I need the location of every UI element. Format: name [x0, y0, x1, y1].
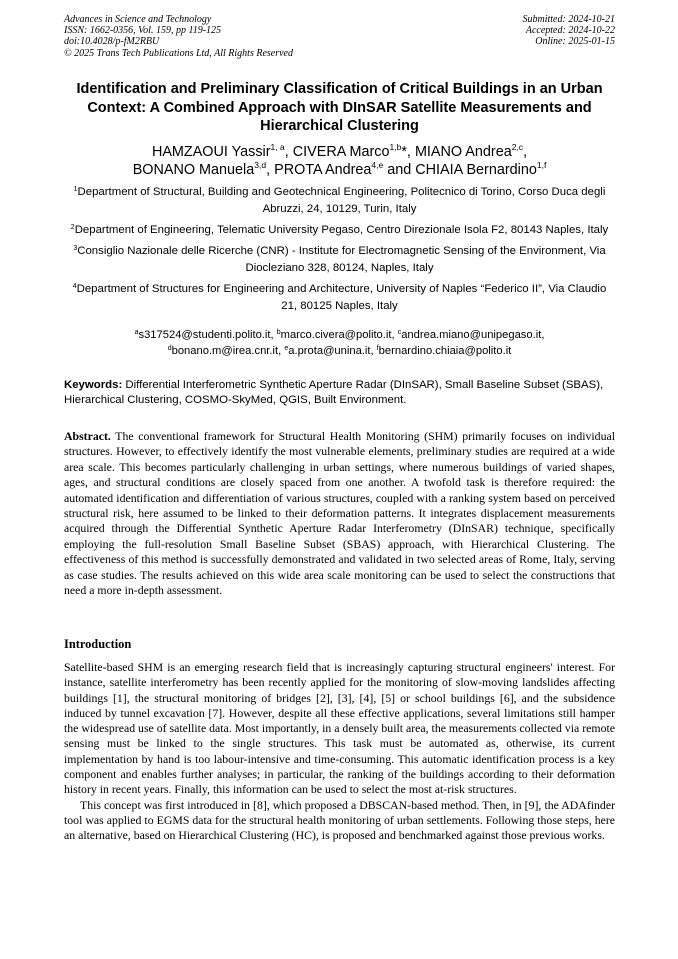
keywords-label: Keywords: [64, 379, 123, 391]
paragraph: This concept was first introduced in [8], which proposed a DBSCAN-based method. Then, in [9], the ADAfinder tool was applied to EGMS data for the structural health monitoring of urban settlements. Following those steps, here an alternative, based on Hierarchical Clustering (HC), is proposed and benchmarked against those previous works. [64, 797, 615, 843]
affiliation-list [64, 184, 615, 319]
email-separator: , [541, 329, 545, 341]
author-name: MIANO Andrea [414, 144, 512, 160]
author [274, 162, 415, 178]
journal-name: Advances in Science and Technology [64, 14, 212, 25]
author [293, 144, 415, 160]
affiliation [64, 184, 615, 218]
email-mark: b [276, 329, 281, 336]
author-name: HAMZAOUI Yassir [151, 144, 271, 160]
author [415, 144, 527, 160]
author [152, 144, 293, 160]
email-list [64, 327, 615, 359]
author-affil-mark: 1, a [270, 142, 285, 152]
author-name: BONANO Manuela [132, 162, 255, 178]
email-address[interactable]: a.prota@unina.it [288, 345, 371, 357]
author-list [64, 143, 615, 179]
email-address[interactable]: marco.civera@polito.it [280, 329, 392, 341]
email-mark: a [134, 329, 139, 336]
author-affil-mark: 1,b [389, 142, 402, 152]
affiliation [64, 281, 615, 315]
affiliation-number: 2 [70, 224, 75, 231]
email-address[interactable]: bernardino.chiaia@polito.it [378, 345, 512, 357]
author-affil-mark: 4,e [371, 160, 384, 170]
affiliation [64, 222, 615, 239]
author [133, 162, 274, 178]
author-affil-mark: 2,c [511, 142, 524, 152]
author [415, 162, 546, 178]
affiliation-number: 1 [73, 186, 78, 193]
email-address[interactable]: s317524@studenti.polito.it [138, 329, 271, 341]
abstract-section [64, 429, 615, 598]
email-mark: c [397, 329, 402, 336]
dates-header [523, 14, 616, 48]
affiliation-number: 4 [72, 283, 77, 290]
author-separator: , [523, 144, 528, 160]
affiliation [64, 243, 615, 277]
abstract-text: The conventional framework for Structural Health Monitoring (SHM) primarily focuses on individual structures. However, to effectively identify the most vulnerable elements, preliminary studies are required at a wide area scale. This becomes particularly challenging in urban settings, where numerous buildings of varied shapes, ages, and structural conditions are closely spaced from one another. A twofold task is therefore required: the automated identification and differentiation of various structures, coupled with a ranking system based on perceived structural risk, here assumed to be linked to their deformation patterns. It integrates displacement measurements acquired through the Differential Synthetic Aperture Radar Interferometry (DInSAR) technique, specifically employing the full-resolution Small Baseline Subset (SBAS) approach, with Hierarchical Clustering. The effectiveness of this method is successfully demonstrated and validated in two selected areas of Rome, Italy, serving as case studies. The results achieved on this wide area scale monitoring can be used to select the constructions that need a more in-depth assessment. [64, 429, 615, 598]
keywords-text: Differential Interferometric Synthetic Aperture Radar (DInSAR), Small Baseline Subset (SBAS), Hierarchical Clustering, COSMO-SkyMed, QGIS, Built Environment. [64, 379, 604, 406]
affiliation-number: 3 [73, 245, 78, 252]
submitted-date: Submitted: 2024-10-21 [522, 14, 615, 25]
author-affil-mark: 1,f [536, 160, 547, 170]
email-separator: , [370, 345, 377, 357]
issn-line: ISSN: 1662-0356, Vol. 159, pp 119-125 [64, 25, 222, 37]
email-mark: f [376, 345, 379, 352]
affiliation-text: Department of Structural, Building and Geotechnical Engineering, Politecnico di Torino, Corso Duca degli Abruzzi, 24, 10129, Turin, Italy [77, 186, 606, 215]
author-separator: *, [401, 144, 415, 160]
author-separator: , [284, 144, 293, 160]
author-separator: , [266, 162, 275, 178]
journal-header [64, 14, 293, 59]
copyright-line: © 2025 Trans Tech Publications Ltd, All Rights Reserved [64, 47, 293, 59]
author-name: CIVERA Marco [292, 144, 390, 160]
email-separator: , [278, 345, 285, 357]
author-name: CHIAIA Bernardino [415, 162, 537, 178]
email-mark: e [284, 345, 289, 352]
author-name: PROTA Andrea [274, 162, 372, 178]
introduction-heading: Introduction [64, 637, 132, 651]
accepted-date: Accepted: 2024-10-22 [525, 25, 615, 37]
keywords-section [64, 378, 615, 408]
paper-title: Identification and Preliminary Classification of Critical Buildings in an Urban Context: A Combined Approach with DInSAR Satellite Measurements and Hierarchical Clustering [76, 81, 603, 135]
email-address[interactable]: andrea.miano@unipegaso.it [401, 329, 542, 341]
paragraph: Satellite-based SHM is an emerging research field that is increasingly capturing structural engineers' interest. For instance, satellite interferometry has been recently applied for the monitoring of slow-moving landslides affecting buildings [1], the structural monitoring of bridges [2], [3], [4], [5] or school buildings [6], and the subsidence induced by tunnel excavation [7]. However, despite all these effective applications, several limitations still hamper the widespread use of satellite data. Most importantly, in a densely built area, the measurements collected via remote sensing must be linked to the single structures. This task must be automated as, otherwise, its current implementation by hand is too labour-intensive and time-consuming. This automatic identification process is a key component and enables further analyses; in particular, the ranking of the buildings according to their deformation history in recent years. Finally, this information can be used to select the most at-risk structures. [64, 660, 615, 797]
abstract-label: Abstract. [64, 429, 111, 443]
email-separator: , [391, 329, 398, 341]
affiliation-text: Department of Structures for Engineering and Architecture, University of Naples “Federico II”, Via Claudio 21, 80125 Naples, Italy [76, 283, 607, 312]
email-address[interactable]: bonano.m@irea.cnr.it [171, 345, 279, 357]
email-separator: , [270, 329, 277, 341]
author-separator: and [383, 162, 416, 178]
affiliation-text: Department of Engineering, Telematic University Pegaso, Centro Direzionale Isola F2, 80143 Naples, Italy [74, 224, 609, 236]
author-affil-mark: 3,d [254, 160, 267, 170]
introduction-body [64, 660, 615, 844]
affiliation-text: Consiglio Nazionale delle Ricerche (CNR) - Institute for Electromagnetic Sensing of the Environment, Via Diocleziano 328, 80124, Naples, Italy [77, 245, 606, 274]
email-mark: d [167, 345, 172, 352]
online-date: Online: 2025-01-15 [535, 36, 615, 48]
doi-line[interactable]: doi:10.4028/p-fM2RBU [64, 36, 160, 48]
